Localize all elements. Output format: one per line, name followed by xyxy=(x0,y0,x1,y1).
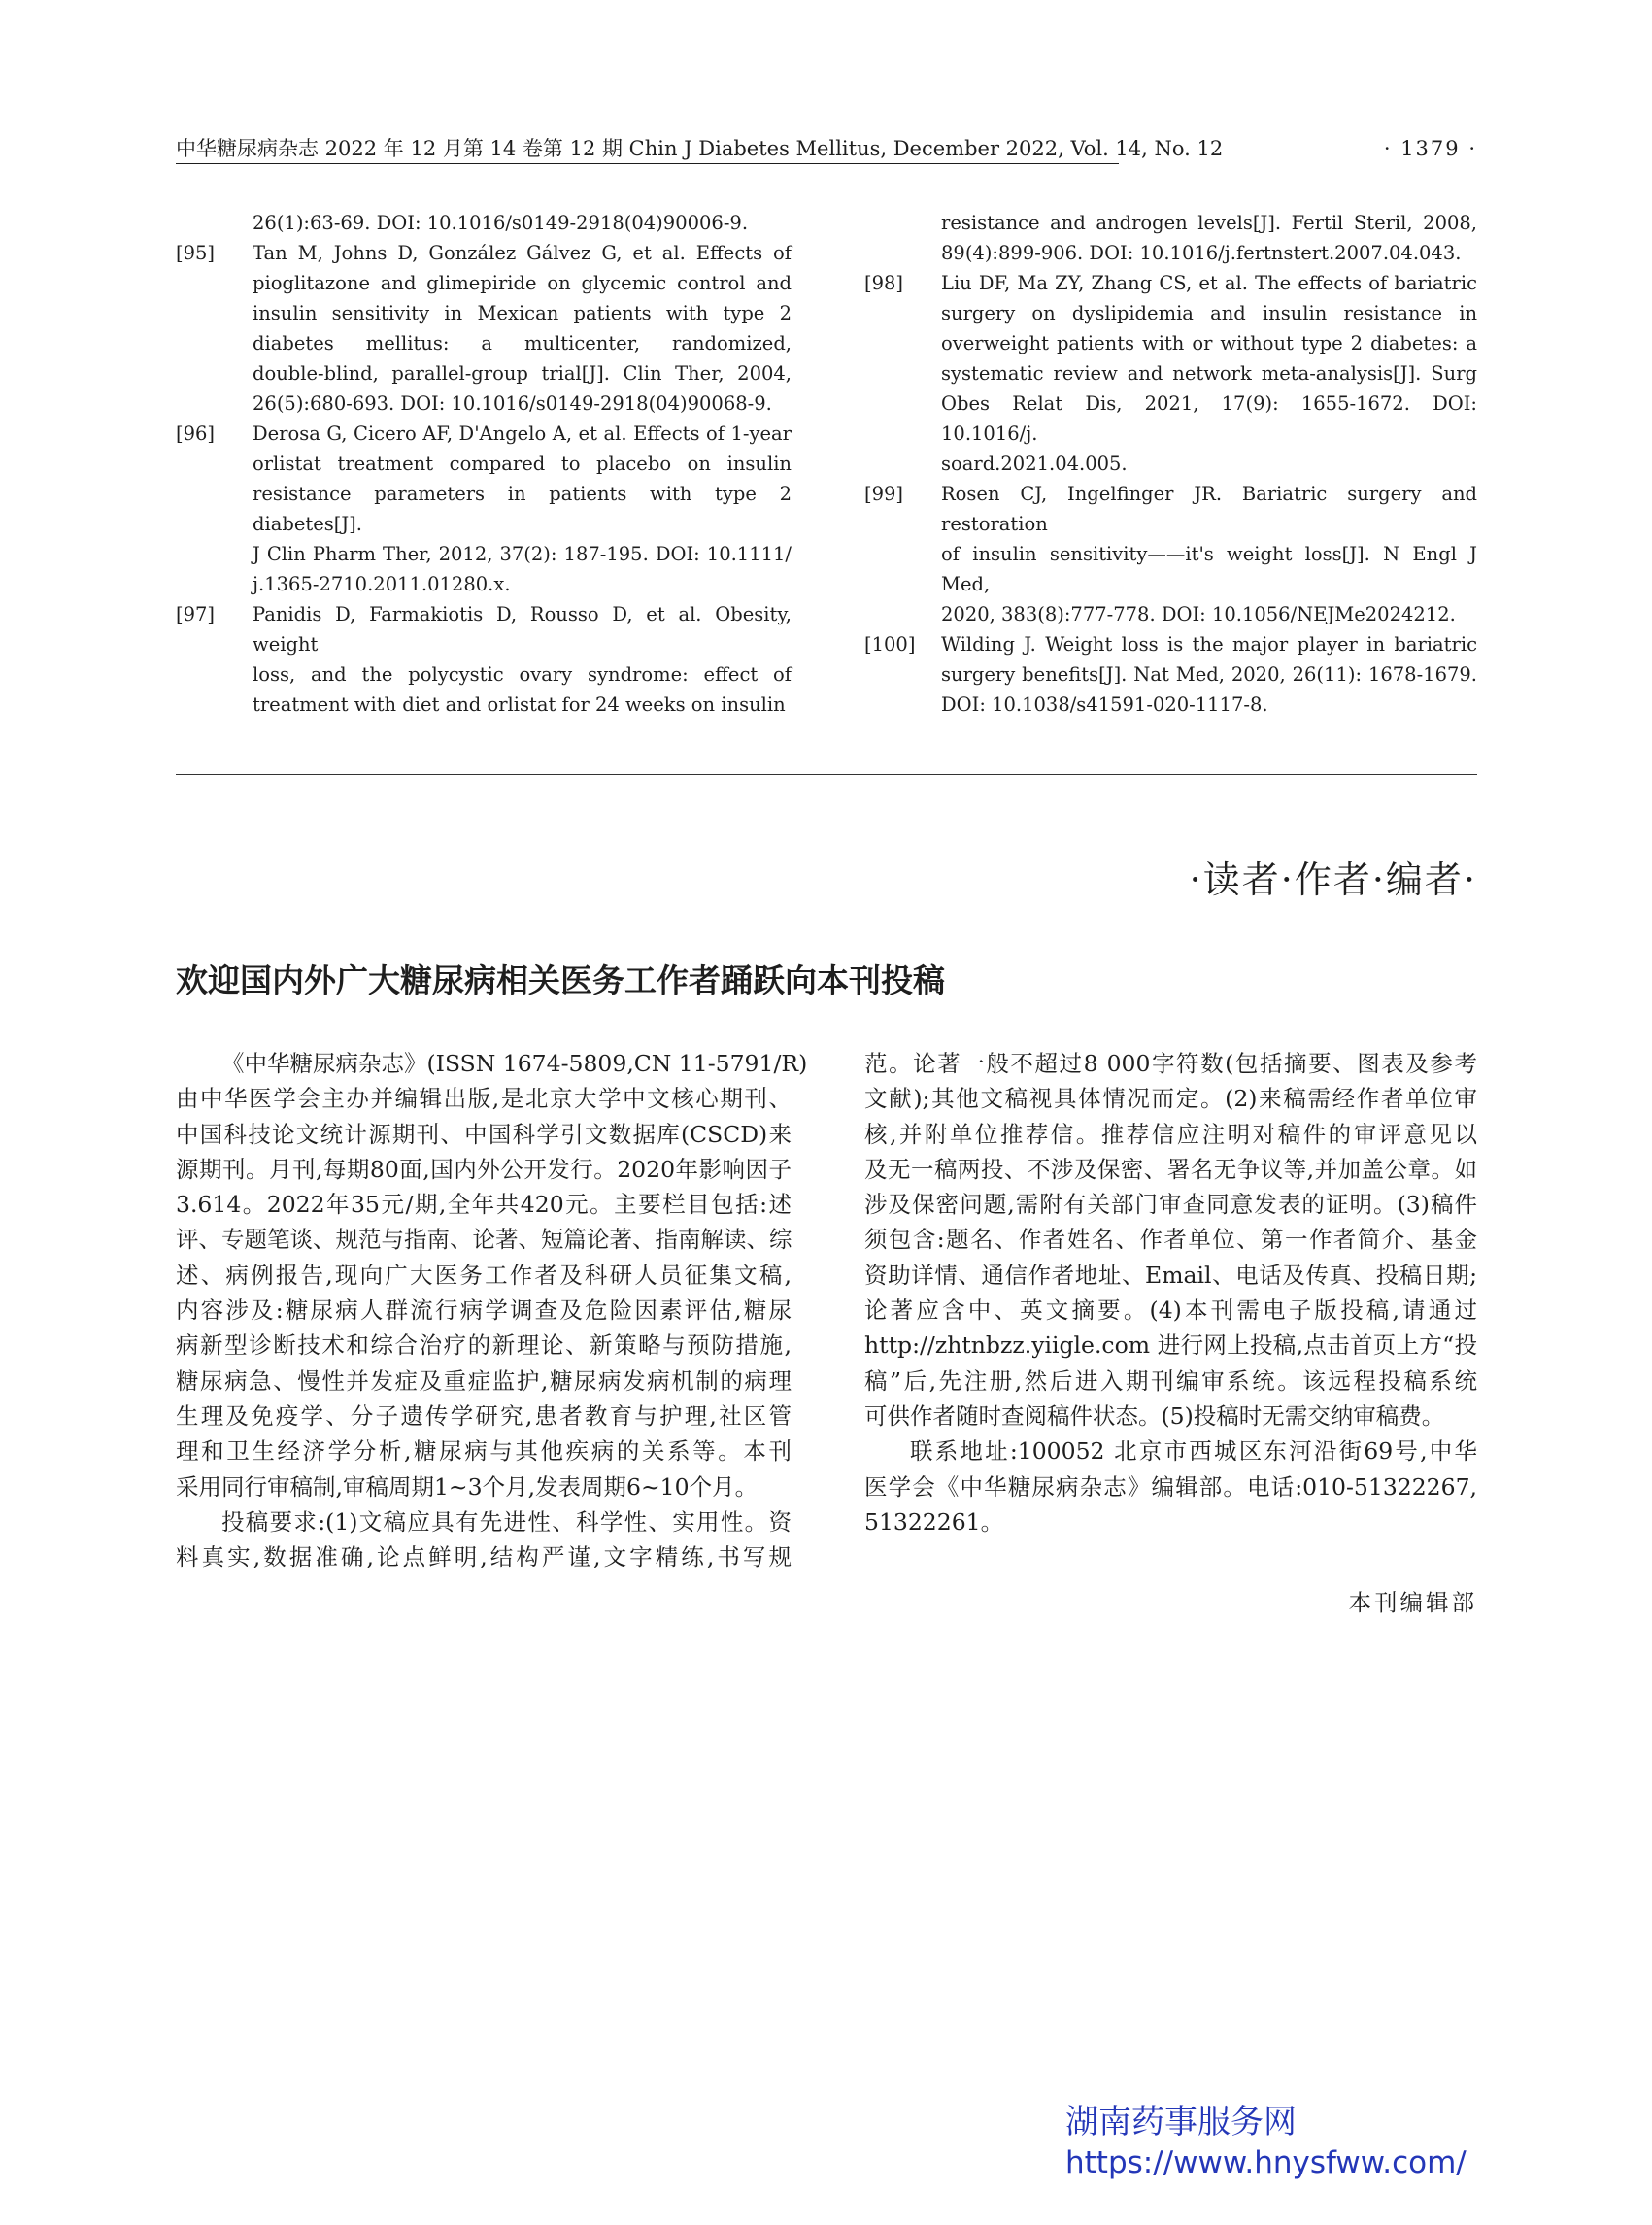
reference-line: loss, and the polycystic ovary syndrome: effect of xyxy=(253,663,792,686)
reference-entry xyxy=(176,419,792,599)
reference-line: systematic review and network meta-analysis[J]. Surg xyxy=(941,362,1477,385)
reference-number: [98] xyxy=(864,272,904,294)
reference-line: Tan M, Johns D, González Gálvez G, et al. Effects of xyxy=(253,242,792,264)
watermark-url[interactable]: https://www.hnysfww.com/ xyxy=(1065,2145,1467,2180)
contact-line: 联系地址:100052 北京市西城区东河沿街69号,中华 xyxy=(910,1437,1477,1466)
reference-entry xyxy=(176,599,792,720)
body-line: 涉及保密问题,需附有关部门审查同意发表的证明。(3)稿件 xyxy=(864,1191,1477,1219)
body-line: 《中华糖尿病杂志》(ISSN 1674-5809,CN 11-5791/R) xyxy=(221,1050,808,1077)
body-line: 论著应含中、英文摘要。(4)本刊需电子版投稿,请通过 xyxy=(864,1297,1477,1325)
reference-line: overweight patients with or without type 2 diabetes: a xyxy=(941,332,1477,354)
body-line: 核,并附单位推荐信。推荐信应注明对稿件的审评意见以 xyxy=(864,1120,1477,1148)
body-line: 糖尿病急、慢性并发症及重症监护,糖尿病发病机制的病理 xyxy=(176,1366,792,1395)
reference-line: diabetes mellitus: a multicenter, randomized, xyxy=(253,332,792,354)
reference-line: J Clin Pharm Ther, 2012, 37(2): 187-195. DOI: 10.1111/ xyxy=(253,543,792,565)
body-line: 采用同行审稿制,审稿周期1~3个月,发表周期6~10个月。 xyxy=(176,1472,759,1500)
reference-entry xyxy=(176,208,792,238)
watermark-site-name: 湖南药事服务网 xyxy=(1065,2103,1297,2141)
site-watermark xyxy=(1065,2101,1467,2182)
section-label: ·读者·作者·编者· xyxy=(1189,859,1477,901)
body-line: 范。论著一般不超过8 000字符数(包括摘要、图表及参考 xyxy=(864,1050,1477,1077)
journal-citation: 中华糖尿病杂志 2022 年 12 月第 14 卷第 12 期 Chin J Diabetes Mellitus, December 2022, Vol. 14, No. 12 xyxy=(176,137,1224,160)
reference-number: [99] xyxy=(864,483,904,505)
reference-entry xyxy=(864,208,1477,268)
reference-number: [95] xyxy=(176,242,216,264)
body-line: 稿”后,先注册,然后进入期刊编审系统。该远程投稿系统 xyxy=(864,1366,1477,1395)
notice-body-right xyxy=(864,1046,1477,1539)
reference-line: orlistat treatment compared to placebo on insulin xyxy=(253,453,792,475)
reference-line: 26(1):63-69. DOI: 10.1016/s0149-2918(04)90006-9. xyxy=(253,212,749,234)
reference-line: double-blind, parallel-group trial[J]. Clin Ther, 2004, xyxy=(253,362,792,385)
contact-line: 51322261。 xyxy=(864,1507,1004,1535)
body-line: 由中华医学会主办并编辑出版,是北京大学中文核心期刊、 xyxy=(176,1085,792,1113)
reference-line: of insulin sensitivity——it's weight loss[J]. N Engl J Med, xyxy=(941,543,1477,595)
reference-line: Derosa G, Cicero AF, D'Angelo A, et al. Effects of 1-year xyxy=(253,422,792,445)
header-underline xyxy=(176,163,1119,164)
reference-line: j.1365-2710.2011.01280.x. xyxy=(253,573,511,595)
reference-line: soard.2021.04.005. xyxy=(941,453,1128,475)
body-line: 内容涉及:糖尿病人群流行病学调查及危险因素评估,糖尿 xyxy=(176,1297,792,1325)
reference-list-right xyxy=(864,208,1477,720)
section-divider xyxy=(176,774,1477,775)
body-line: 源期刊。月刊,每期80面,国内外公开发行。2020年影响因子 xyxy=(176,1155,792,1183)
reference-entry xyxy=(864,268,1477,479)
body-line: http://zhtnbzz.yiigle.com 进行网上投稿,点击首页上方“投 xyxy=(864,1332,1477,1360)
reference-line: Panidis D, Farmakiotis D, Rousso D, et al. Obesity, weight xyxy=(253,603,792,656)
contact-line: 医学会《中华糖尿病杂志》编辑部。电话:010-51322267, xyxy=(864,1472,1477,1500)
reference-list-left xyxy=(176,208,792,720)
body-line: 及无一稿两投、不涉及保密、署名无争议等,并加盖公章。如 xyxy=(864,1155,1477,1183)
reference-line: 89(4):899-906. DOI: 10.1016/j.fertnstert.2007.04.043. xyxy=(941,242,1462,264)
editorial-signoff: 本刊编辑部 xyxy=(1348,1589,1477,1616)
reference-line: Wilding J. Weight loss is the major player in bariatric xyxy=(941,633,1477,656)
running-header xyxy=(176,132,1477,165)
reference-line: insulin sensitivity in Mexican patients with type 2 xyxy=(253,302,792,324)
reference-line: surgery on dyslipidemia and insulin resistance in xyxy=(941,302,1477,324)
body-line: 3.614。2022年35元/期,全年共420元。主要栏目包括:述 xyxy=(176,1191,792,1219)
reference-number: [96] xyxy=(176,422,216,445)
notice-body-left xyxy=(176,1046,808,1574)
reference-line: DOI: 10.1038/s41591-020-1117-8. xyxy=(941,693,1268,716)
reference-line: pioglitazone and glimepiride on glycemic control and xyxy=(253,272,792,294)
notice-headline: 欢迎国内外广大糖尿病相关医务工作者踊跃向本刊投稿 xyxy=(176,961,945,999)
body-line: 生理及免疫学、分子遗传学研究,患者教育与护理,社区管 xyxy=(176,1401,792,1430)
body-line: 资助详情、通信作者地址、Email、电话及传真、投稿日期; xyxy=(864,1261,1477,1289)
reference-line: treatment with diet and orlistat for 24 weeks on insulin xyxy=(253,693,786,716)
body-line: 病新型诊断技术和综合治疗的新理论、新策略与预防措施, xyxy=(176,1332,792,1360)
reference-line: Obes Relat Dis, 2021, 17(9): 1655-1672. DOI: 10.1016/j. xyxy=(941,392,1477,445)
reference-line: Rosen CJ, Ingelfinger JR. Bariatric surgery and restoration xyxy=(941,483,1477,535)
reference-line: resistance parameters in patients with type 2 diabetes[J]. xyxy=(253,483,792,535)
reference-line: resistance and androgen levels[J]. Fertil Steril, 2008, xyxy=(941,212,1477,234)
body-line: 中国科技论文统计源期刊、中国科学引文数据库(CSCD)来 xyxy=(176,1120,792,1148)
body-line: 理和卫生经济学分析,糖尿病与其他疾病的关系等。本刊 xyxy=(176,1437,792,1466)
body-line: 须包含:题名、作者姓名、作者单位、第一作者简介、基金 xyxy=(864,1226,1477,1254)
reference-line: 26(5):680-693. DOI: 10.1016/s0149-2918(04)90068-9. xyxy=(253,392,772,415)
reference-number: [97] xyxy=(176,603,216,625)
page-number: · 1379 · xyxy=(1383,137,1477,160)
body-line: 可供作者随时查阅稿件状态。(5)投稿时无需交纳审稿费。 xyxy=(864,1401,1445,1430)
body-line: 评、专题笔谈、规范与指南、论著、短篇论著、指南解读、综 xyxy=(176,1226,792,1254)
reference-number: [100] xyxy=(864,633,916,656)
reference-line: 2020, 383(8):777-778. DOI: 10.1056/NEJMe2024212. xyxy=(941,603,1456,625)
body-line: 投稿要求:(1)文稿应具有先进性、科学性、实用性。资 xyxy=(221,1507,792,1535)
reference-entry xyxy=(864,629,1477,720)
reference-entry xyxy=(176,238,792,419)
body-line: 料真实,数据准确,论点鲜明,结构严谨,文字精练,书写规 xyxy=(176,1543,792,1571)
body-line: 文献);其他文稿视具体情况而定。(2)来稿需经作者单位审 xyxy=(864,1085,1477,1113)
body-line: 述、病例报告,现向广大医务工作者及科研人员征集文稿, xyxy=(176,1261,792,1289)
reference-line: Liu DF, Ma ZY, Zhang CS, et al. The effects of bariatric xyxy=(941,272,1477,294)
reference-line: surgery benefits[J]. Nat Med, 2020, 26(11): 1678-1679. xyxy=(941,663,1477,686)
reference-entry xyxy=(864,479,1477,629)
